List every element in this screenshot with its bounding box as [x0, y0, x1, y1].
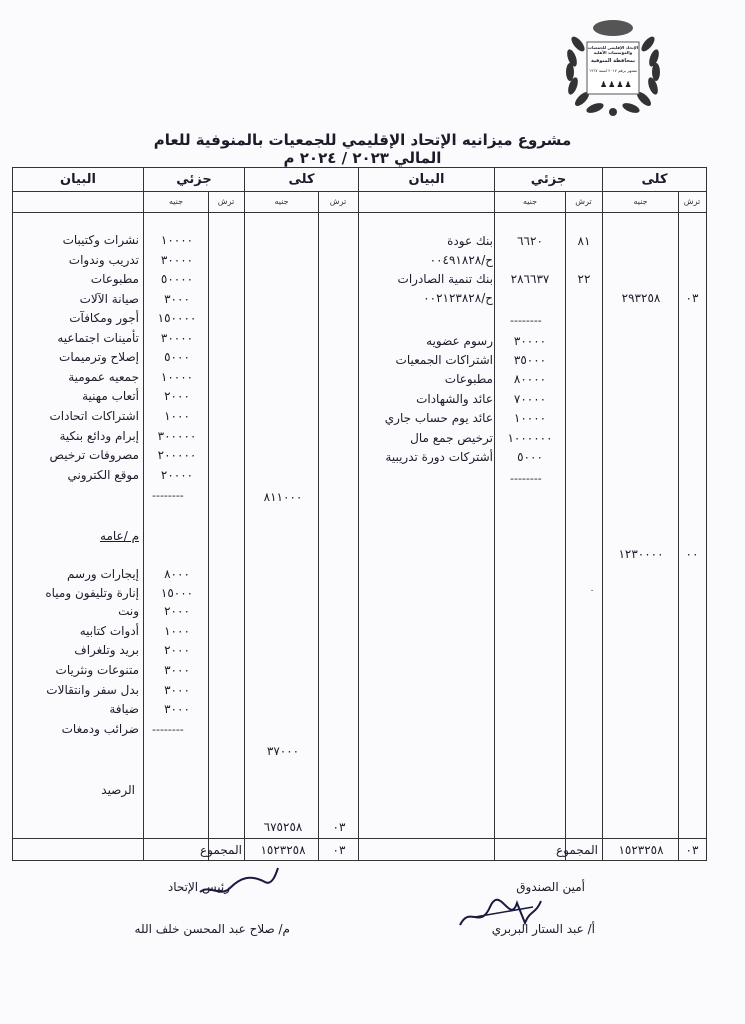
- left-item2-value: ١٥٠٠٠: [160, 586, 194, 600]
- right-item-label: اشتراكات الجمعيات: [395, 353, 493, 367]
- treasurer-name: أ/ عبد الستار البربري: [491, 922, 595, 936]
- left-item-value: ٢٠٠٠: [164, 389, 190, 403]
- left-item-label: إبرام ودائع بنكية: [59, 429, 139, 443]
- subheader-qirsh-2: ترش: [329, 197, 347, 206]
- left-item2-label: إنارة وتليفون ومياه: [45, 586, 139, 600]
- header-bayan-left: البيان: [60, 172, 96, 187]
- subheader-qirsh-4: ترش: [683, 197, 701, 206]
- left-item2-value: ٨٠٠٠: [164, 567, 190, 581]
- balance-label: الرصيد: [101, 783, 135, 797]
- right-item-value: ١٠٠٠٠٠٠: [507, 431, 553, 445]
- left-item-value: ١٠٠٠٠: [160, 233, 194, 247]
- subheader-junaih-2: جنيه: [274, 197, 289, 206]
- left-item2-label: ضيافة: [109, 702, 139, 716]
- left-item-label: صيانة الآلات: [79, 292, 139, 306]
- subheader-qirsh-3: ترش: [575, 197, 592, 206]
- right-item-label: مطبوعات: [444, 372, 493, 386]
- header-bayan-right: البيان: [408, 172, 445, 187]
- subheader-junaih-4: جنيه: [633, 197, 648, 206]
- treasurer-title: أمين الصندوق: [516, 880, 585, 894]
- right-bank2-value: ٢٨٦٦٣٧: [510, 272, 550, 286]
- left-item2-label: إيجارات ورسم: [67, 567, 139, 581]
- logo-figures-icon: ♟♟♟♟: [600, 80, 633, 89]
- left-item-label: اشتراكات اتحادات: [49, 409, 139, 423]
- col-line-10: [678, 191, 679, 861]
- left-item-value: ٣٠٠٠٠: [160, 331, 194, 345]
- col-line-1: [12, 167, 13, 861]
- subheader-junaih-1: جنيه: [168, 197, 184, 206]
- left-item-label: موقع الكتروني: [67, 468, 139, 482]
- subheader-junaih-3: جنيه: [522, 197, 538, 206]
- right-item-value: ٣٠٠٠٠: [513, 334, 547, 348]
- right-kulli2-value: ١٢٣٠٠٠٠: [618, 547, 664, 561]
- balance-value: ٦٧٥٢٥٨: [263, 820, 303, 834]
- header-kulli-left: كلى: [288, 172, 315, 187]
- col-line-2: [143, 167, 144, 861]
- col-line-8: [565, 191, 566, 861]
- left-item2-label: بريد وتلغراف: [74, 643, 139, 657]
- right-total-qirsh: ٠٣: [685, 843, 699, 857]
- header-juzi-left: جزئي: [176, 172, 212, 187]
- col-line-5: [318, 191, 319, 861]
- right-bank1-qirsh: ٨١: [577, 234, 591, 248]
- right-item-label: ترخيص جمع مال: [410, 431, 493, 445]
- left-item-value: ٣٠٠٠٠٠: [157, 429, 197, 443]
- left-total-value: ١٥٢٣٢٥٨: [260, 843, 306, 857]
- left-item-value: ٥٠٠٠: [164, 350, 190, 364]
- right-item-value: ٨٠٠٠٠: [513, 372, 547, 386]
- left-item2-value: ٢٠٠٠: [164, 643, 190, 657]
- right-item-label: عائد والشهادات: [416, 392, 493, 406]
- right-dashes-1: --------: [510, 314, 542, 327]
- left-subtotal-2: ٣٧٠٠٠: [266, 744, 300, 758]
- left-item-label: مطبوعات: [90, 272, 139, 286]
- left-item2-value: ٢٠٠٠: [164, 604, 190, 618]
- left-item2-value: ١٠٠٠: [164, 624, 190, 638]
- right-bank2-qirsh: ٢٢: [577, 272, 591, 286]
- left-item2-label: متنوعات ونثريات: [55, 663, 139, 677]
- left-item-label: تأمينات اجتماعيه: [57, 331, 139, 345]
- right-bank2-account: ح/٠٠٢١٢٣٨٢٨: [423, 291, 493, 305]
- right-kulli1-value: ٢٩٣٢٥٨: [621, 291, 661, 305]
- left-item-label: أجور ومكافآت: [69, 311, 139, 325]
- left-item-value: ٣٠٠٠: [164, 292, 190, 306]
- right-kulli2-qirsh: ٠٠: [685, 547, 699, 561]
- president-signature: [190, 864, 280, 908]
- left-item2-label: أدوات كتابيه: [79, 624, 139, 638]
- left-item-label: جمعيه عمومية: [68, 370, 139, 384]
- left-item-label: تدريب وندوات: [68, 253, 139, 267]
- left-item-value: ٢٠٠٠٠: [160, 468, 194, 482]
- right-bank1-value: ٦٦٢٠: [517, 234, 543, 248]
- left-dashes-2: --------: [152, 723, 184, 736]
- right-item-label: عائد يوم حساب جاري: [384, 411, 493, 425]
- page-title: مشروع ميزانيه الإتحاد الإقليمي للجمعيات بالمنوفية للعام المالي ٢٠٢٣ / ٢٠٢٤ م: [153, 131, 572, 167]
- right-bank1-account: ح/٠٠٤٩١٨٢٨: [429, 253, 493, 267]
- president-title: رئيس الإتحاد: [167, 880, 230, 894]
- left-item2-value: ٣٠٠٠: [164, 683, 190, 697]
- right-total-value: ١٥٢٣٢٥٨: [618, 843, 664, 857]
- right-item-value: ٥٠٠٠: [517, 450, 543, 464]
- union-logo: [560, 14, 666, 120]
- col-line-6: [358, 167, 359, 861]
- left-total-label: المجموع: [200, 843, 242, 857]
- left-item-value: ٣٠٠٠٠: [160, 253, 194, 267]
- left-item-value: ١٠٠٠: [164, 409, 190, 423]
- left-item-label: أتعاب مهنية: [82, 389, 139, 403]
- col-line-9: [602, 167, 603, 861]
- right-stray-mark: ٠: [589, 586, 595, 596]
- right-item-value: ٣٥٠٠٠: [513, 353, 547, 367]
- left-item-value: ٢٠٠٠٠٠: [157, 448, 197, 462]
- left-item-value: ٥٠٠٠٠: [160, 272, 194, 286]
- col-line-7: [494, 167, 495, 861]
- right-item-label: أشتركات دورة تدريبية: [385, 450, 493, 464]
- logo-line-1: الإتحاد الإقليمي للجمعيات والمؤسسات الأهلية: [587, 45, 639, 55]
- left-item-label: إصلاح وترميمات: [59, 350, 139, 364]
- right-bank1-label: بنك عودة: [447, 234, 493, 248]
- header-juzi-right: جزئي: [530, 172, 567, 187]
- right-kulli1-qirsh: ٠٣: [685, 291, 699, 305]
- logo-line-2: بمحافظة المنوفية: [590, 58, 636, 64]
- left-item2-label: ونت: [118, 604, 139, 618]
- col-line-3: [208, 191, 209, 861]
- left-item-label: مصروفات ترخيص: [49, 448, 139, 462]
- left-subtotal-1: ٨١١٠٠٠: [263, 490, 303, 504]
- right-dashes-2: --------: [510, 472, 542, 485]
- left-item2-value: ٣٠٠٠: [164, 663, 190, 677]
- left-item-value: ١٠٠٠٠: [160, 370, 194, 384]
- subheader-qirsh-1: ترش: [217, 197, 235, 206]
- col-line-4: [244, 167, 245, 861]
- left-item2-label: بدل سفر وانتقالات: [46, 683, 139, 697]
- right-item-value: ١٠٠٠٠: [513, 411, 547, 425]
- treasurer-signature: [455, 895, 545, 939]
- col-line-11: [706, 167, 707, 861]
- right-item-label: رسوم عضويه: [426, 334, 493, 348]
- left-dashes-1: --------: [152, 489, 184, 502]
- left-item-value: ١٥٠٠٠٠: [157, 311, 197, 325]
- right-bank2-label: بنك تنمية الصادرات: [397, 272, 493, 286]
- general-expenses-heading: م /عامه: [100, 529, 139, 543]
- left-item2-label: ضرائب ودمغات: [61, 722, 139, 736]
- left-total-qirsh: ٠٣: [332, 843, 346, 857]
- left-item2-value: ٣٠٠٠: [164, 702, 190, 716]
- balance-qirsh: ٠٣: [332, 820, 346, 834]
- right-total-label: المجموع: [556, 843, 598, 857]
- president-name: م/ صلاح عبد المحسن خلف الله: [134, 922, 290, 936]
- left-item-label: نشرات وكتيبات: [62, 233, 139, 247]
- header-kulli-right: كلى: [641, 172, 668, 187]
- right-item-value: ٧٠٠٠٠: [513, 392, 547, 406]
- logo-line-3: مشهر برقم ٢٠١٧ لسنة ١٩٦٧: [588, 68, 638, 73]
